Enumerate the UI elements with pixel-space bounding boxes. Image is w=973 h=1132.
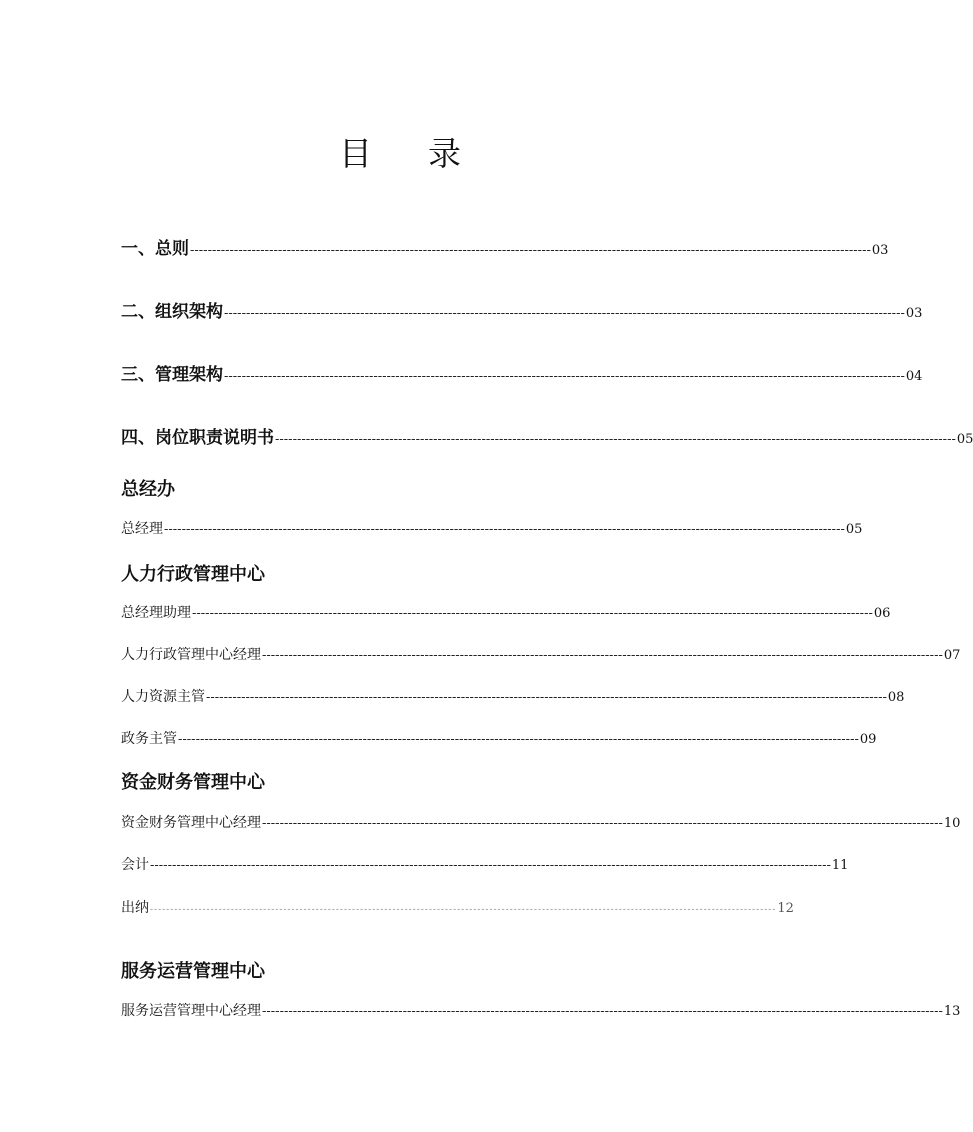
toc-leader: ----------------------------------------------------------------------------------------------------------------------------------------------------------- [150, 905, 777, 915]
toc-entry-label: 政务主管 [121, 731, 177, 747]
toc-leader: ----------------------------------------------------------------------------------------------------------------------------------------------------------- [224, 369, 905, 384]
toc-entry-hr-admin-manager[interactable] [121, 644, 961, 664]
toc-entry-service-ops-manager[interactable] [121, 1000, 961, 1020]
toc-page-number: 04 [905, 369, 923, 384]
toc-entry-label: 总经理 [121, 521, 163, 537]
toc-leader: ----------------------------------------------------------------------------------------------------------------------------------------------------------- [224, 306, 905, 321]
toc-entry-cashier[interactable] [121, 897, 794, 917]
toc-leader: ----------------------------------------------------------------------------------------------------------------------------------------------------------- [178, 732, 859, 747]
toc-entry-hr-supervisor[interactable] [121, 686, 905, 706]
toc-leader: ----------------------------------------------------------------------------------------------------------------------------------------------------------- [262, 816, 943, 831]
toc-entry-label: 资金财务管理中心经理 [121, 815, 261, 831]
toc-leader: ----------------------------------------------------------------------------------------------------------------------------------------------------------- [190, 243, 871, 258]
toc-leader: ----------------------------------------------------------------------------------------------------------------------------------------------------------- [206, 690, 887, 705]
toc-item-mgmt-structure[interactable] [121, 360, 923, 385]
toc-entry-label: 出纳 [121, 900, 149, 916]
toc-page-number: 06 [873, 606, 891, 621]
toc-entry-gov-affairs-supervisor[interactable] [121, 728, 877, 748]
toc-page-number: 05 [956, 432, 973, 447]
toc-entry-gm[interactable] [121, 518, 863, 538]
toc-item-general[interactable] [121, 234, 889, 259]
toc-item-org-structure[interactable] [121, 297, 923, 322]
toc-title [0, 128, 800, 175]
toc-page-number: 11 [831, 858, 849, 873]
toc-page-number: 03 [905, 306, 923, 321]
toc-page-number: 13 [943, 1004, 961, 1019]
toc-entry-label: 人力资源主管 [121, 689, 205, 705]
toc-page-number: 07 [943, 648, 961, 663]
toc-page-number: 09 [859, 732, 877, 747]
section-heading-finance: 资金财务管理中心 [121, 772, 265, 793]
section-heading-service-ops: 服务运营管理中心 [121, 961, 265, 982]
toc-entry-accountant[interactable] [121, 854, 849, 874]
toc-leader: ----------------------------------------------------------------------------------------------------------------------------------------------------------- [192, 606, 873, 621]
toc-entry-finance-manager[interactable] [121, 812, 961, 832]
toc-item-job-descriptions[interactable] [121, 423, 973, 448]
toc-entry-label: 服务运营管理中心经理 [121, 1003, 261, 1019]
toc-leader: ----------------------------------------------------------------------------------------------------------------------------------------------------------- [262, 648, 943, 663]
toc-entry-gm-assistant[interactable] [121, 602, 891, 622]
toc-leader: ----------------------------------------------------------------------------------------------------------------------------------------------------------- [150, 858, 831, 873]
toc-entry-label: 人力行政管理中心经理 [121, 647, 261, 663]
toc-page-number: 03 [871, 243, 889, 258]
toc-leader: ----------------------------------------------------------------------------------------------------------------------------------------------------------- [275, 432, 956, 447]
toc-page-number: 10 [943, 816, 961, 831]
toc-leader: ----------------------------------------------------------------------------------------------------------------------------------------------------------- [262, 1004, 943, 1019]
section-heading-gm-office: 总经办 [121, 479, 175, 500]
toc-page-number: 08 [887, 690, 905, 705]
toc-leader: ----------------------------------------------------------------------------------------------------------------------------------------------------------- [164, 522, 845, 537]
title-char-1: 目 [339, 134, 372, 173]
toc-item-label: 四、岗位职责说明书 [121, 428, 274, 448]
toc-page-number: 12 [777, 901, 794, 916]
toc-entry-label: 会计 [121, 857, 149, 873]
toc-item-label: 一、总则 [121, 239, 189, 259]
section-heading-hr-admin: 人力行政管理中心 [121, 564, 265, 585]
toc-page-number: 05 [845, 522, 863, 537]
title-char-2: 录 [428, 134, 461, 173]
toc-item-label: 三、管理架构 [121, 365, 223, 385]
toc-entry-label: 总经理助理 [121, 605, 191, 621]
toc-item-label: 二、组织架构 [121, 302, 223, 322]
